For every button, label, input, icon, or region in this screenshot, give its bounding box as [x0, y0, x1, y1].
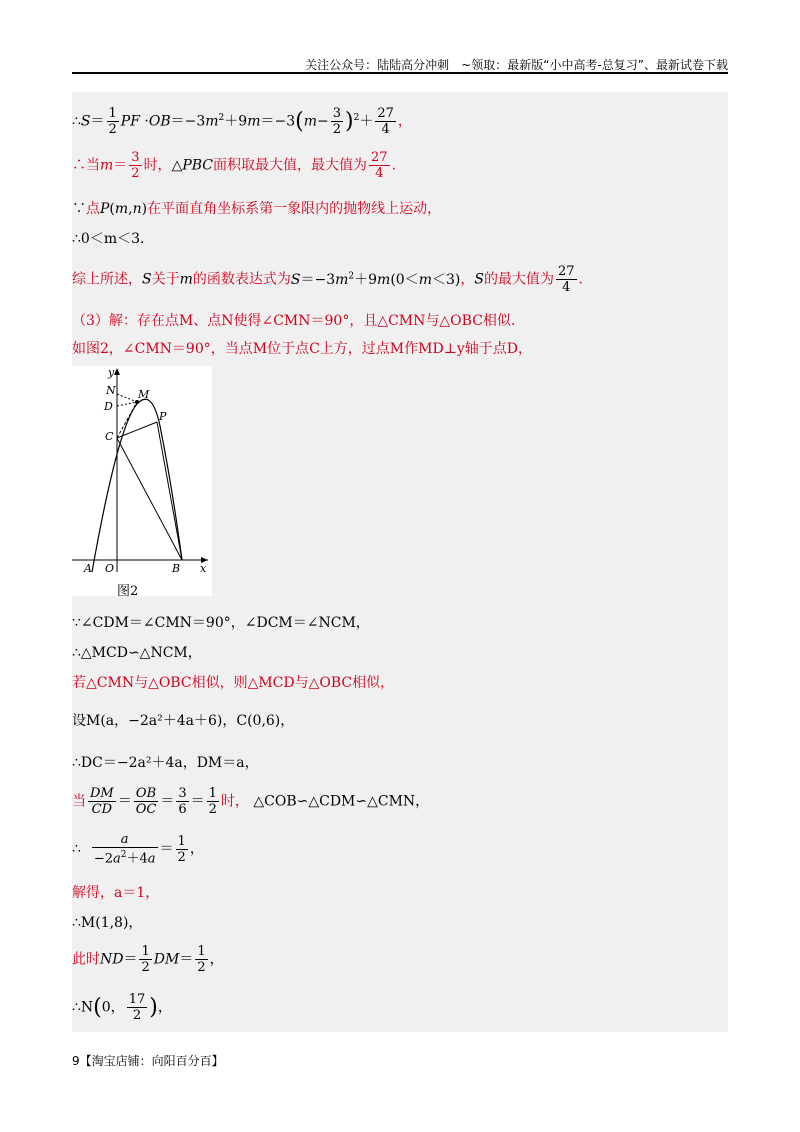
line-ratio: 当 $\frac{DM}{CD}$ ＝ $\frac{OB}{OC}$ ＝ $\frac{3}{6}$ ＝ $\frac{1}{2}$ 时， △COB∽△CDM∽△CMN，	[72, 786, 430, 817]
line-m-range: ∴0＜m＜3.	[72, 231, 145, 247]
line-n-coords: ∴N(0， $\frac{17}{2}$ )，	[72, 992, 172, 1023]
line-set-m: 设M(a，−2a²＋4a＋6)，C(0,6)，	[72, 713, 295, 729]
line-equation: ∴ $\frac{a}{-2a^2+4a}$ ＝ $\frac{1}{2}$ ，	[72, 832, 204, 867]
parabola-diagram	[72, 366, 212, 576]
label-d: D	[104, 400, 113, 413]
label-m: M	[138, 388, 150, 401]
label-b: B	[172, 562, 181, 575]
label-o: O	[105, 562, 115, 575]
page-header: 关注公众号：陆陆高分冲刺 ~领取：最新版“小中高考-总复习”、最新试卷下载	[305, 58, 728, 72]
line-part3: （3）解：存在点M、点N使得∠CMN＝90°，且△CMN与△OBC相似.	[72, 313, 516, 329]
label-y: y	[108, 366, 115, 379]
page-footer: 9【淘宝店铺：向阳百分百】	[72, 1054, 224, 1068]
line-m-coords: ∴M(1,8)，	[72, 915, 143, 931]
solution-content	[72, 92, 728, 1032]
line-dc-dm: ∴DC＝−2a²＋4a，DM＝a，	[72, 755, 259, 771]
label-p: P	[159, 410, 167, 423]
line-solve: 解得，a＝1，	[72, 885, 160, 901]
label-n: N	[106, 384, 116, 397]
line-area-expression: ∴S＝ $\frac{1}{2}$ PF $\cdot OB=-3m^2+9m=-3(m-$ $\frac{3}{2}$ )$^2$＋ $\frac{27}{4}$ ，	[72, 106, 412, 137]
label-c: C	[105, 430, 114, 443]
line-angles: ∵∠CDM＝∠CMN＝90°，∠DCM＝∠NCM，	[72, 615, 370, 631]
header-rule	[72, 72, 728, 74]
line-summary: 综上所述，S关于m的函数表达式为$S=-3m^2+9m(0<m<3)$，S的最大值为 $\frac{27}{4}$ .	[72, 264, 583, 295]
figure-caption: 图2	[117, 584, 139, 599]
line-max-value: ∴当m＝ $\frac{3}{2}$ 时，△PBC面积取最大值，最大值为 $\frac{27}{4}$ .	[72, 150, 397, 181]
line-figure-ref: 如图2，∠CMN＝90°，当点M位于点C上方，过点M作MD⊥y轴于点D，	[72, 341, 532, 357]
line-similar-1: ∴△MCD∽△NCM，	[72, 645, 202, 661]
label-x: x	[200, 562, 207, 575]
line-similar-2: 若△CMN与△OBC相似，则△MCD与△OBC相似，	[72, 675, 395, 691]
line-point-p: ∵点P(m,n)在平面直角坐标系第一象限内的抛物线上运动，	[72, 201, 442, 217]
line-nd: 此时ND＝ $\frac{1}{2}$ DM＝ $\frac{1}{2}$ ，	[72, 944, 224, 975]
figure-2	[72, 366, 212, 599]
label-a: A	[84, 562, 92, 575]
